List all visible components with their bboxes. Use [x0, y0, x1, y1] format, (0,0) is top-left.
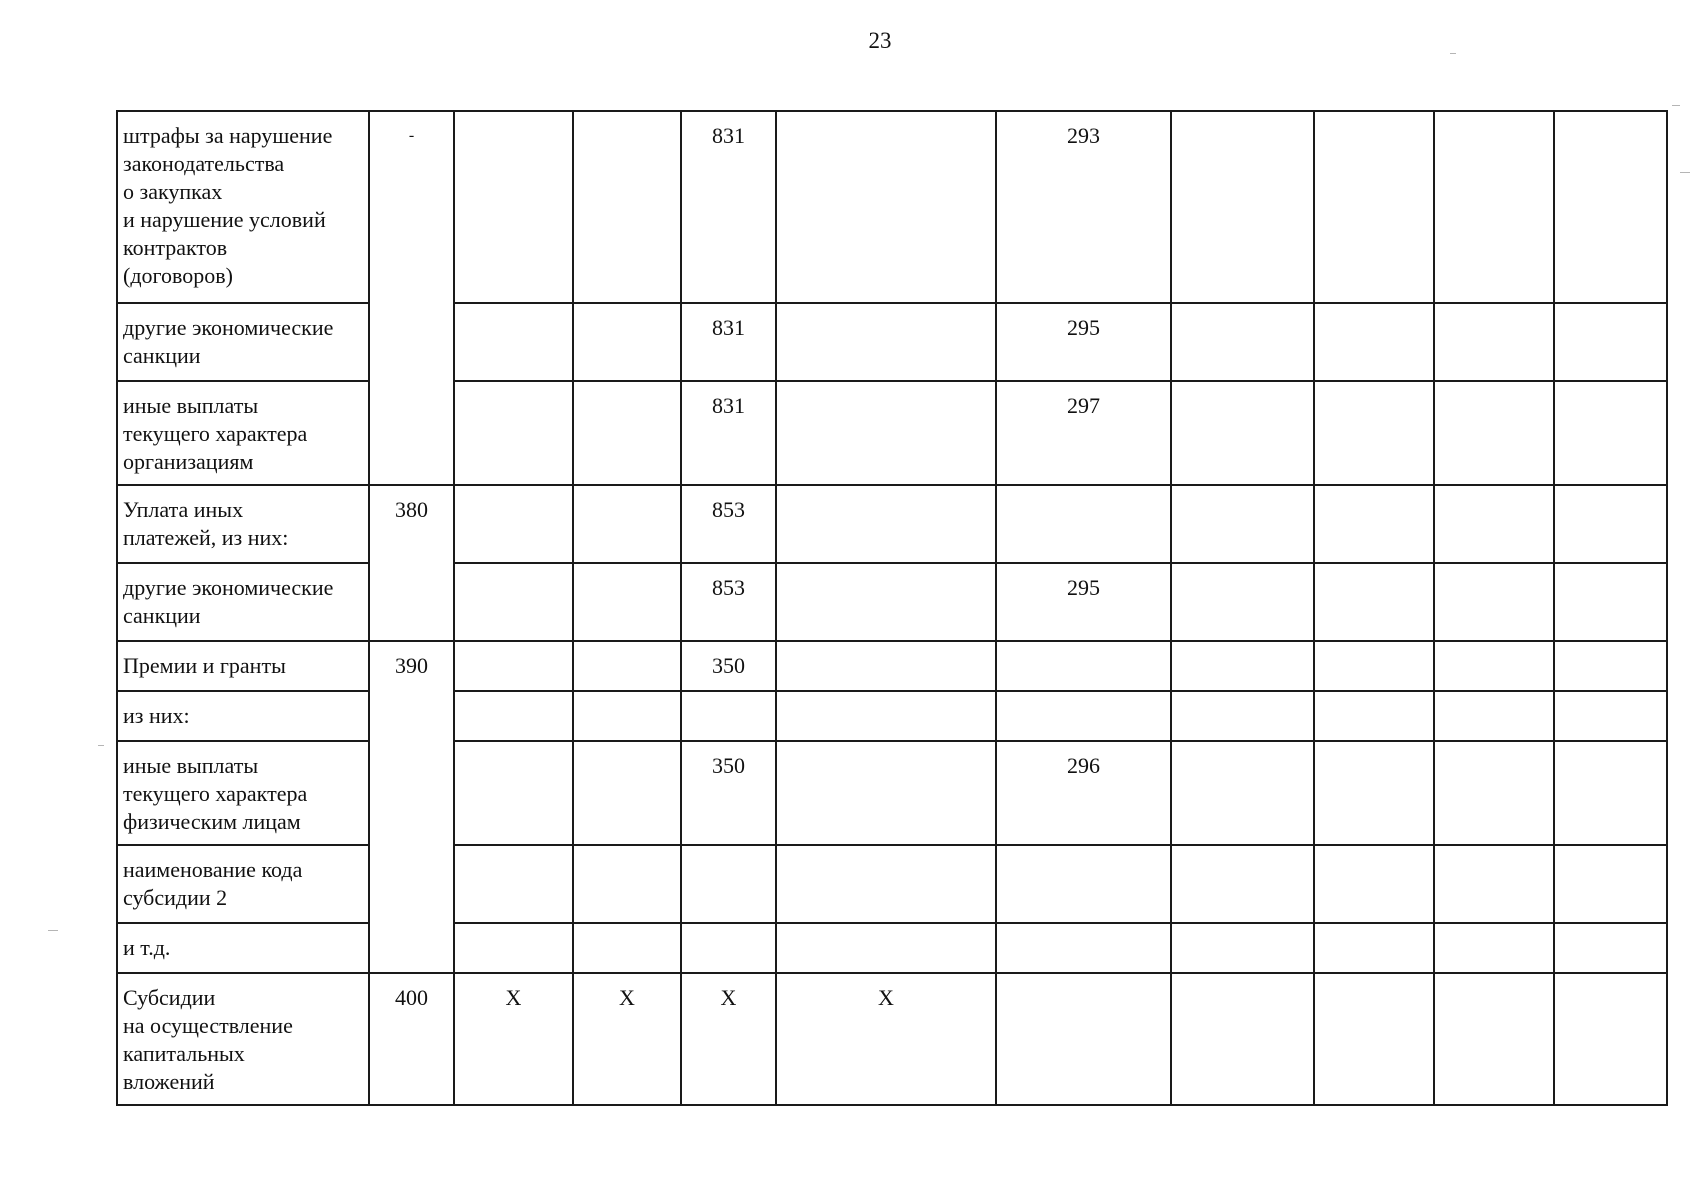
- table-cell: [454, 845, 573, 923]
- empty-cell: [1434, 563, 1554, 641]
- empty-cell: [1554, 741, 1667, 845]
- empty-cell: [1314, 923, 1434, 973]
- row-code-cell: 380: [369, 485, 454, 641]
- empty-cell: [1171, 641, 1314, 691]
- scan-artifact: [1450, 53, 1456, 54]
- kosgu-cell: [996, 641, 1171, 691]
- empty-cell: [1314, 641, 1434, 691]
- kosgu-cell: 295: [996, 563, 1171, 641]
- table-cell: [454, 691, 573, 741]
- kosgu-cell: [996, 485, 1171, 563]
- empty-cell: [1434, 923, 1554, 973]
- kvr-cell: [681, 845, 776, 923]
- row-name-cell: из них:: [117, 691, 369, 741]
- kvr-cell: [681, 923, 776, 973]
- empty-cell: [1554, 973, 1667, 1105]
- table-cell: [454, 563, 573, 641]
- empty-cell: [1314, 381, 1434, 485]
- row-code-cell: -: [369, 111, 454, 485]
- empty-cell: [1314, 845, 1434, 923]
- empty-cell: [1554, 303, 1667, 381]
- table-cell: [573, 641, 681, 691]
- kvr-cell: 831: [681, 111, 776, 303]
- table-row: [117, 845, 1667, 923]
- empty-cell: [1314, 691, 1434, 741]
- empty-cell: [1171, 691, 1314, 741]
- budget-table: [116, 110, 1668, 1106]
- table-row: [117, 111, 1667, 303]
- table-row: [117, 485, 1667, 563]
- empty-cell: [1171, 973, 1314, 1105]
- empty-cell: [1554, 381, 1667, 485]
- kosgu-cell: [996, 923, 1171, 973]
- row-name-cell: другие экономические санкции: [117, 563, 369, 641]
- row-name-cell: другие экономические санкции: [117, 303, 369, 381]
- kosgu-cell: [996, 691, 1171, 741]
- row-name-cell: Премии и гранты: [117, 641, 369, 691]
- kvr-cell: 350: [681, 741, 776, 845]
- empty-cell: [1434, 845, 1554, 923]
- kosgu-cell: [996, 845, 1171, 923]
- empty-cell: [1314, 111, 1434, 303]
- table-row: [117, 691, 1667, 741]
- row-name-cell: и т.д.: [117, 923, 369, 973]
- table-cell: [573, 845, 681, 923]
- empty-cell: [1434, 381, 1554, 485]
- row-code-cell: 390: [369, 641, 454, 973]
- kosgu-cell: 296: [996, 741, 1171, 845]
- table-cell: [776, 691, 996, 741]
- row-name-cell: иные выплаты текущего характера физическим лицам: [117, 741, 369, 845]
- kvr-cell: [681, 691, 776, 741]
- table-row: [117, 741, 1667, 845]
- table-row: [117, 923, 1667, 973]
- table-cell: [776, 563, 996, 641]
- table-cell: [776, 641, 996, 691]
- table-cell: [454, 303, 573, 381]
- empty-cell: [1171, 485, 1314, 563]
- kvr-cell: 831: [681, 303, 776, 381]
- table-cell: [776, 303, 996, 381]
- empty-cell: [1171, 111, 1314, 303]
- empty-cell: [1314, 303, 1434, 381]
- empty-cell: [1171, 741, 1314, 845]
- table-row: [117, 381, 1667, 485]
- empty-cell: [1434, 973, 1554, 1105]
- table-cell: [573, 111, 681, 303]
- scan-artifact: [48, 930, 58, 931]
- table-cell: [573, 485, 681, 563]
- empty-cell: [1554, 563, 1667, 641]
- table-cell: [776, 741, 996, 845]
- kvr-cell: 853: [681, 563, 776, 641]
- empty-cell: [1171, 563, 1314, 641]
- empty-cell: [1434, 741, 1554, 845]
- kosgu-cell: 297: [996, 381, 1171, 485]
- row-name-cell: наименование кода субсидии 2: [117, 845, 369, 923]
- empty-cell: [1434, 691, 1554, 741]
- table-cell: X: [573, 973, 681, 1105]
- row-name-cell: штрафы за нарушение законодательства о закупках и нарушение условий контрактов (договоров): [117, 111, 369, 303]
- empty-cell: [1434, 303, 1554, 381]
- empty-cell: [1171, 381, 1314, 485]
- table-cell: [454, 381, 573, 485]
- table-cell: [454, 485, 573, 563]
- kvr-cell: 350: [681, 641, 776, 691]
- scan-artifact: [1672, 105, 1680, 106]
- empty-cell: [1171, 845, 1314, 923]
- empty-cell: [1554, 923, 1667, 973]
- empty-cell: [1554, 691, 1667, 741]
- empty-cell: [1434, 485, 1554, 563]
- table-cell: [776, 485, 996, 563]
- table-row: [117, 973, 1667, 1105]
- empty-cell: [1314, 563, 1434, 641]
- empty-cell: [1554, 485, 1667, 563]
- table-cell: [573, 563, 681, 641]
- kosgu-cell: 295: [996, 303, 1171, 381]
- empty-cell: [1314, 485, 1434, 563]
- table-cell: [776, 111, 996, 303]
- empty-cell: [1434, 111, 1554, 303]
- empty-cell: [1554, 111, 1667, 303]
- table-cell: [776, 923, 996, 973]
- scan-artifact: [1680, 172, 1690, 173]
- table-cell: [573, 691, 681, 741]
- table-cell: [454, 923, 573, 973]
- table-cell: X: [776, 973, 996, 1105]
- table-cell: [454, 641, 573, 691]
- table-cell: X: [454, 973, 573, 1105]
- table-cell: [573, 923, 681, 973]
- kvr-cell: 831: [681, 381, 776, 485]
- table-cell: [454, 741, 573, 845]
- table-cell: [454, 111, 573, 303]
- kvr-cell: 853: [681, 485, 776, 563]
- table-row: [117, 563, 1667, 641]
- kosgu-cell: 293: [996, 111, 1171, 303]
- empty-cell: [1554, 641, 1667, 691]
- empty-cell: [1314, 741, 1434, 845]
- kosgu-cell: [996, 973, 1171, 1105]
- scan-artifact: [98, 745, 104, 746]
- row-name-cell: иные выплаты текущего характера организациям: [117, 381, 369, 485]
- row-code-cell: 400: [369, 973, 454, 1105]
- page-number: 23: [868, 28, 892, 53]
- kvr-cell: X: [681, 973, 776, 1105]
- empty-cell: [1434, 641, 1554, 691]
- row-name-cell: Субсидии на осуществление капитальных вложений: [117, 973, 369, 1105]
- empty-cell: [1554, 845, 1667, 923]
- table-cell: [776, 381, 996, 485]
- empty-cell: [1171, 923, 1314, 973]
- table-cell: [573, 381, 681, 485]
- empty-cell: [1314, 973, 1434, 1105]
- table-cell: [776, 845, 996, 923]
- table-cell: [573, 303, 681, 381]
- table-row: [117, 303, 1667, 381]
- table-cell: [573, 741, 681, 845]
- empty-cell: [1171, 303, 1314, 381]
- table-row: [117, 641, 1667, 691]
- row-name-cell: Уплата иных платежей, из них:: [117, 485, 369, 563]
